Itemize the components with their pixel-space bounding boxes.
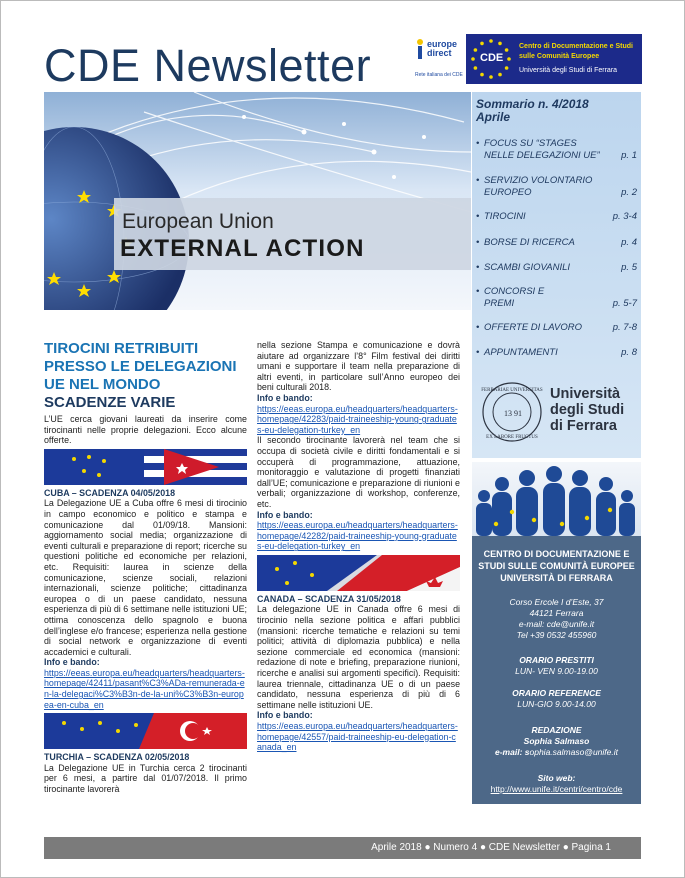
canada-info-label: Info e bando:	[257, 710, 313, 721]
seal-year-a: 13	[504, 409, 512, 418]
sommario-item-page: p. 3-4	[612, 211, 637, 222]
cuba-body: La Delegazione UE a Cuba offre 6 mesi di tirocinio in campo economico e politico e stampa e comunicazione dal 01/09/18. Mansioni: aggiornamento social media; organizzazione di eventi culturali e preparazione di report; ricerche su questioni politiche ed economiche per relazioni, etc. Requisiti: laurea in scienze della comunicazione, scienze sociali, relazioni internazionali, scienze politiche; cittadinanza europea o di un paese candidato, nessuna esperienza di più di 6 settimane nelle istituzioni UE; ottima conoscenza dello spagnolo e buona dell’inglese e/o francese; esperienza nella gestione di social network e organizzazione di eventi accademici e culturali.	[44, 498, 247, 657]
turchia-body-part1: La Delegazione UE in Turchia cerca 2 tirocinanti per 6 mesi, a partire dal 01/07/2018. Il primo tirocinante lavorerà	[44, 762, 247, 795]
orario-prestiti: LUN- VEN 9.00-19.00	[515, 666, 598, 676]
people-silhouettes-graphic	[472, 462, 641, 536]
bullet-icon: •	[476, 286, 480, 297]
article-title-deadlines: SCADENZE VARIE	[44, 394, 176, 411]
article-column-2	[257, 340, 460, 753]
article-title	[44, 340, 247, 412]
contact-address: Corso Ercole I d’Este, 37	[509, 597, 604, 607]
turchia-body-continued: nella sezione Stampa e comunicazione e dovrà aiutare ad organizzare l’8° Film festival dei diritti umani e supportare il team nella preparazione di altri eventi, in particolare sull’Anno europeo dei beni culturali 2018.	[257, 340, 460, 393]
bullet-icon: •	[476, 322, 480, 333]
turchia-link-1[interactable]: https://eeas.europa.eu/headquarters/headquarters-homepage/42283/paid-traineeship-young-graduates-eu-delegation-turkey_en	[257, 403, 458, 435]
eu-canada-flags-image	[257, 555, 460, 591]
bullet-icon: •	[476, 262, 480, 273]
sommario-item-label: SERVIZIO VOLONTARIO EUROPEO	[484, 175, 593, 198]
turchia-link-2[interactable]: https://eeas.europa.eu/headquarters/headquarters-homepage/42282/paid-traineeship-young-graduates-eu-delegation-turkey_en	[257, 520, 458, 552]
contact-city: 44121 Ferrara	[529, 608, 584, 618]
redazione-email[interactable]	[472, 747, 641, 758]
unife-name-line1: Università	[550, 386, 621, 402]
sommario-item-concorsi[interactable]	[476, 286, 639, 310]
article-intro: L’UE cerca giovani laureati da inserire come tirocinanti nelle proprie delegazioni. Ecco alcune offerte.	[44, 414, 247, 446]
sommario-item-label: OFFERTE DI LAVORO	[484, 322, 583, 333]
canada-body: La delegazione UE in Canada offre 6 mesi di tirocinio nella sezione politica e affari pubblici (mansioni: ricerche tematiche e relazioni su temi politici; attività di diplomazia pubblica) e nella sezione commerciale ed economica (mansioni: redazione di note e briefing, preparazione riunioni, ricerche e analisi sui argomenti specifici). Requisiti: laurea triennale, cittadinanza UE o di un paese candidato, nessuna esperienza di più di 6 settimane nelle istituzioni UE.	[257, 604, 460, 710]
unife-name-line3: di Ferrara	[550, 418, 617, 434]
sommario-item-label: FOCUS SU “STAGES NELLE DELEGAZIONI UE”	[484, 138, 600, 161]
seal-year-b: 91	[514, 409, 522, 418]
europe-direct-logo[interactable]	[413, 34, 465, 86]
turchia-body-2: Il secondo tirocinante lavorerà nel team che si occupa di società civile e diritti fondamentali e si occuperà di programmazione, attuazione, monitoraggio e valutazione di progetti finanziati dall’UE; comunicazione e preparazione di riunioni e verbali; organizzazione di workshop, conferenze, etc.	[257, 435, 460, 509]
orario-reference-heading: ORARIO REFERENCE	[512, 688, 601, 698]
redazione-email-label: e-mail: s	[495, 747, 530, 757]
sommario-item-servizio[interactable]	[476, 175, 639, 199]
bullet-icon: •	[476, 175, 480, 186]
hero-title-line1: European Union	[122, 210, 274, 233]
cuba-link[interactable]: https://eeas.europa.eu/headquarters/headquarters-homepage/42411/pasant%C3%ADa-remunerada-en-la-delegaci%C3%B3n-de-la-uni%C3%B3n-europea-en-cuba_en	[44, 667, 245, 710]
sommario-item-label: APPUNTAMENTI	[484, 347, 558, 358]
unife-name	[550, 386, 624, 434]
bullet-icon: •	[476, 138, 480, 149]
newsletter-title: CDE Newsletter	[44, 40, 372, 91]
article-title-main: TIROCINI RETRIBUITI PRESSO LE DELEGAZIONI UE NEL MONDO	[44, 340, 237, 393]
redazione-email-rest: ophia.salmaso@unife.it	[529, 747, 618, 757]
europe-direct-line1: europe	[427, 39, 458, 49]
canada-heading: CANADA – SCADENZA 31/05/2018	[257, 593, 401, 604]
sommario-item-page: p. 5-7	[612, 298, 637, 309]
contact-tel: Tel +39 0532 455960	[516, 630, 597, 640]
sommario-item-scambi[interactable]	[476, 262, 639, 274]
unife-name-line2: degli Studi	[550, 402, 625, 418]
europe-direct-line2: direct	[427, 48, 452, 58]
cde-name-line3: Università degli Studi di Ferrara	[519, 67, 618, 74]
web-heading: Sito web:	[537, 773, 576, 783]
sommario-item-page: p. 1	[621, 150, 637, 161]
sommario-item-tirocini[interactable]	[476, 211, 639, 223]
cde-name-line2: sulle Comunità Europee	[519, 53, 600, 60]
eu-canada-flags-graphic	[257, 555, 460, 591]
canada-link[interactable]: https://eeas.europa.eu/headquarters/headquarters-homepage/42557/paid-traineeship-eu-delegation-canada_en	[257, 721, 458, 753]
sommario-item-label: TIROCINI	[484, 211, 526, 222]
bullet-icon: •	[476, 347, 480, 358]
sommario-title	[476, 98, 589, 124]
footer-bar	[44, 837, 641, 859]
web-link[interactable]: http://www.unife.it/centri/centro/cde	[490, 784, 623, 794]
cuba-info-label: Info e bando:	[44, 657, 100, 668]
sommario-item-page: p. 7-8	[612, 322, 637, 333]
orario-prestiti-heading: ORARIO PRESTITI	[519, 655, 594, 665]
article-column-1	[44, 340, 247, 795]
redazione-name: Sophia Salmaso	[523, 736, 590, 746]
sommario-item-offerte[interactable]	[476, 322, 639, 334]
cde-logo-banner[interactable]	[466, 34, 642, 84]
seal-bottom-text: EX LABORE FRUCTUS	[486, 435, 538, 440]
sommario-title-line2: Aprile	[476, 110, 511, 124]
hero-image	[44, 92, 471, 310]
sommario-item-page: p. 5	[621, 262, 637, 273]
contact-box	[472, 536, 641, 804]
cuba-heading: CUBA – SCADENZA 04/05/2018	[44, 487, 176, 498]
redazione-heading: REDAZIONE	[531, 725, 582, 735]
eu-cuba-flags-graphic	[44, 449, 247, 485]
orario-reference: LUN-GIO 9.00-14.00	[517, 699, 596, 709]
footer-text: Aprile 2018 ● Numero 4 ● CDE Newsletter ● Pagina 1	[371, 842, 611, 853]
unife-seal-icon	[480, 380, 544, 444]
europe-direct-mark-icon	[415, 38, 425, 60]
sommario-item-label: CONCORSI E PREMI	[484, 286, 545, 309]
turchia-heading: TURCHIA – SCADENZA 02/05/2018	[44, 752, 190, 763]
turchia-info-label: Info e bando:	[257, 392, 313, 403]
sommario-item-appuntamenti[interactable]	[476, 347, 639, 359]
sommario-item-label: SCAMBI GIOVANILI	[484, 262, 571, 273]
sommario-item-page: p. 4	[621, 237, 637, 248]
turchia-info-label-2: Info e bando:	[257, 509, 313, 520]
bullet-icon: •	[476, 211, 480, 222]
eu-turkey-flags-image	[44, 713, 247, 749]
contact-email[interactable]: e-mail: cde@unife.it	[518, 619, 595, 629]
sommario-item-page: p. 8	[621, 347, 637, 358]
sommario-item-focus[interactable]	[476, 138, 639, 162]
sommario-item-borse[interactable]	[476, 237, 639, 249]
sommario-title-line1: Sommario n. 4/2018	[476, 97, 589, 111]
cde-abbr: CDE	[480, 52, 504, 64]
seal-top-text: FERRARIAE UNIVERSITAS	[481, 388, 543, 393]
sommario-item-label: BORSE DI RICERCA	[484, 237, 575, 248]
contact-heading: CENTRO DI DOCUMENTAZIONE E STUDI SULLE COMUNITÀ EUROPEE UNIVERSITÀ DI FERRARA	[478, 549, 635, 583]
bullet-icon: •	[476, 237, 480, 248]
hero-title-line2: EXTERNAL ACTION	[120, 235, 365, 262]
sommario-item-page: p. 2	[621, 187, 637, 198]
people-silhouettes-image	[472, 462, 641, 536]
europe-direct-sub: Rete italiana dei CDE	[415, 72, 463, 78]
cde-name-line1: Centro di Documentazione e Studi	[519, 43, 633, 50]
eu-turkey-flags-graphic	[44, 713, 247, 749]
unife-logo[interactable]	[480, 380, 640, 446]
eu-cuba-flags-image	[44, 449, 247, 485]
